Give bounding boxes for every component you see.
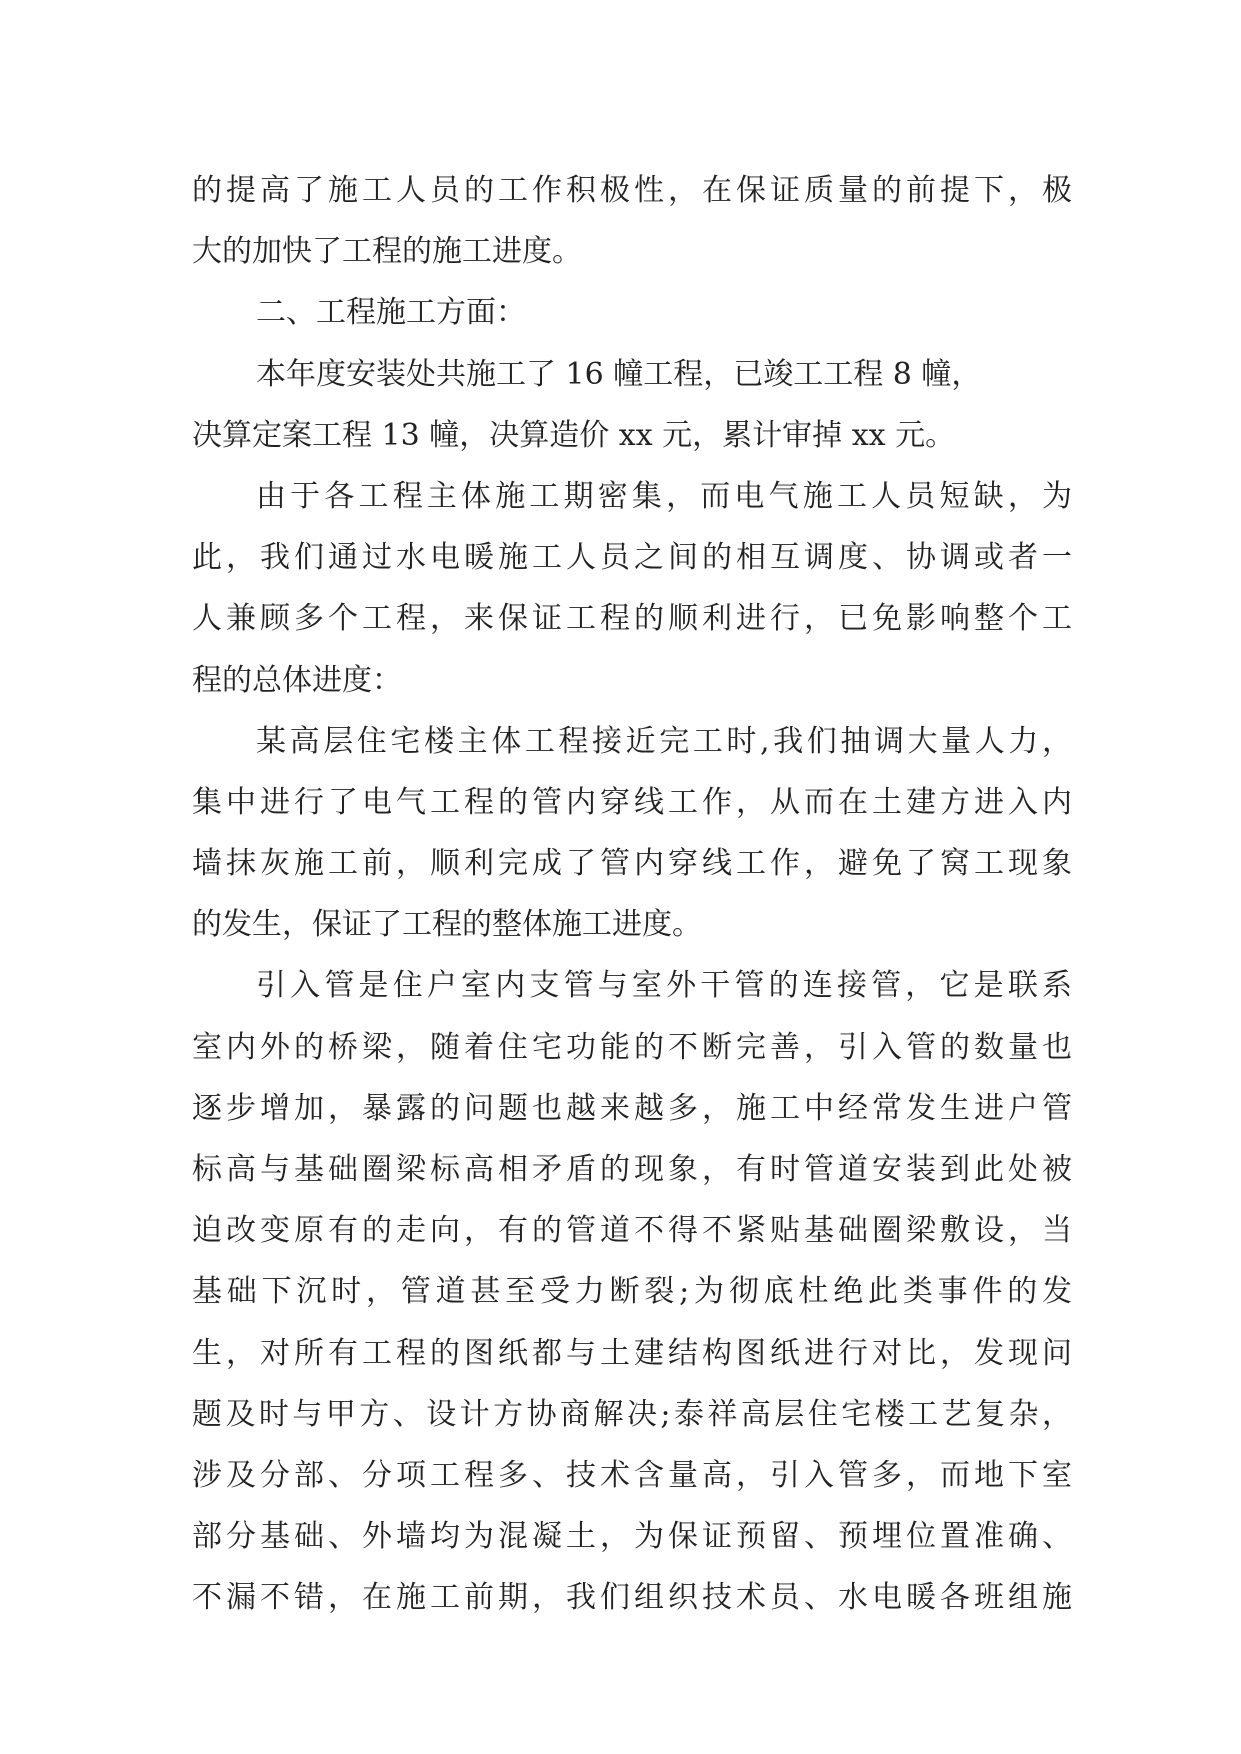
- text-line: 基础下沉时，管道甚至受力断裂;为彻底杜绝此类事件的发: [192, 1274, 1072, 1310]
- text-line: 由于各工程主体施工期密集，而电气施工人员短缺，为: [256, 478, 1072, 514]
- text-line: 本年度安装处共施工了 16 幢工程，已竣工工程 8 幢，: [256, 356, 982, 392]
- text-line: 大的加快了工程的施工进度。: [192, 234, 582, 270]
- text-line: 标高与基础圈梁标高相矛盾的现象，有时管道安装到此处被: [192, 1152, 1072, 1187]
- text-line: 决算定案工程 13 幢，决算造价 xx 元，累计审掉 xx 元。: [192, 417, 956, 453]
- text-line: 某高层住宅楼主体工程接近完工时,我们抽调大量人力，: [256, 723, 1072, 759]
- text-line: 生，对所有工程的图纸都与土建结构图纸进行对比，发现问: [192, 1335, 1072, 1371]
- text-line: 此，我们通过水电暖施工人员之间的相互调度、协调或者一: [192, 540, 1072, 576]
- text-line: 人兼顾多个工程，来保证工程的顺利进行，已免影响整个工: [192, 601, 1072, 637]
- section-heading: 二、工程施工方面：: [256, 295, 526, 331]
- text-line: 集中进行了电气工程的管内穿线工作，从而在土建方进入内: [192, 784, 1072, 820]
- document-page: [192, 160, 1072, 1629]
- text-line: 引入管是住户室内支管与室外干管的连接管，它是联系: [256, 968, 1072, 1004]
- text-line: 不漏不错，在施工前期，我们组织技术员、水电暖各班组施: [192, 1580, 1072, 1616]
- text-line: 迫改变原有的走向，有的管道不得不紧贴基础圈梁敷设，当: [192, 1213, 1072, 1249]
- text-line: 的发生，保证了工程的整体施工进度。: [192, 907, 702, 943]
- text-line: 题及时与甲方、设计方协商解决;泰祥高层住宅楼工艺复杂，: [192, 1396, 1072, 1432]
- body-text: [192, 160, 1072, 1629]
- text-line: 逐步增加，暴露的问题也越来越多，施工中经常发生进户管: [192, 1090, 1072, 1126]
- text-line: 墙抹灰施工前，顺利完成了管内穿线工作，避免了窝工现象: [192, 846, 1072, 882]
- text-line: 涉及分部、分项工程多、技术含量高，引入管多，而地下室: [192, 1457, 1072, 1493]
- text-line: 部分基础、外墙均为混凝土，为保证预留、预埋位置准确、: [192, 1519, 1072, 1555]
- text-line: 的提高了施工人员的工作积极性，在保证质量的前提下，极: [192, 173, 1072, 208]
- text-line: 室内外的桥梁，随着住宅功能的不断完善，引入管的数量也: [192, 1029, 1072, 1065]
- text-line: 程的总体进度：: [192, 662, 402, 698]
